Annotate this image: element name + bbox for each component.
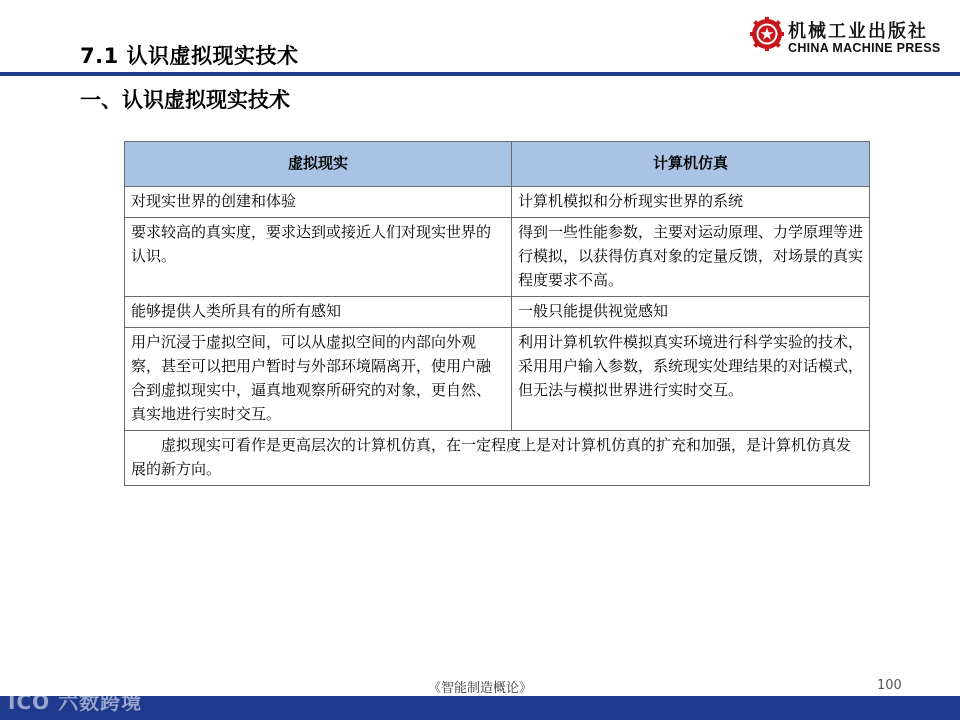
watermark: ICO 六数跨境: [8, 690, 143, 714]
publisher-name-cn: 机械工业出版社: [788, 21, 928, 42]
gear-star-emblem-icon: [750, 17, 784, 51]
table-cell: 用户沉浸于虚拟空间，可以从虚拟空间的内部向外观察，甚至可以把用户暂时与外部环境隔离开，使用户融合到虚拟现实中，逼真地观察所研究的对象，更自然、真实地进行实时交互。: [125, 328, 512, 431]
comparison-table: [124, 141, 870, 486]
column-header-simulation: 计算机仿真: [512, 142, 870, 187]
page-number: 100: [877, 678, 902, 693]
footer-bar: [0, 696, 960, 720]
summary-cell: 虚拟现实可看作是更高层次的计算机仿真，在一定程度上是对计算机仿真的扩充和加强，是计算机仿真发展的新方向。: [125, 431, 870, 486]
table-cell: 得到一些性能参数，主要对运动原理、力学原理等进行模拟，以获得仿真对象的定量反馈，对场景的真实程度要求不高。: [512, 218, 870, 297]
table-row: [125, 218, 870, 297]
summary-row: [125, 431, 870, 486]
header-rule: [0, 72, 960, 76]
table-row: [125, 328, 870, 431]
publisher-logo: [750, 15, 955, 60]
section-heading: 一、认识虚拟现实技术: [80, 88, 290, 112]
table-cell: 利用计算机软件模拟真实环境进行科学实验的技术，采用用户输入参数，系统现实处理结果的对话模式，但无法与模拟世界进行实时交互。: [512, 328, 870, 431]
table-row: [125, 187, 870, 218]
publisher-name-en: CHINA MACHINE PRESS: [788, 41, 941, 55]
slide-title: 7.1 认识虚拟现实技术: [80, 44, 299, 68]
table-cell: 一般只能提供视觉感知: [512, 297, 870, 328]
footer-book-title: 《智能制造概论》: [427, 681, 532, 696]
table-cell: 计算机模拟和分析现实世界的系统: [512, 187, 870, 218]
table-row: [125, 297, 870, 328]
table-cell: 要求较高的真实度，要求达到或接近人们对现实世界的认识。: [125, 218, 512, 297]
table-cell: 对现实世界的创建和体验: [125, 187, 512, 218]
column-header-vr: 虚拟现实: [125, 142, 512, 187]
table-header-row: [125, 142, 870, 187]
table-cell: 能够提供人类所具有的所有感知: [125, 297, 512, 328]
